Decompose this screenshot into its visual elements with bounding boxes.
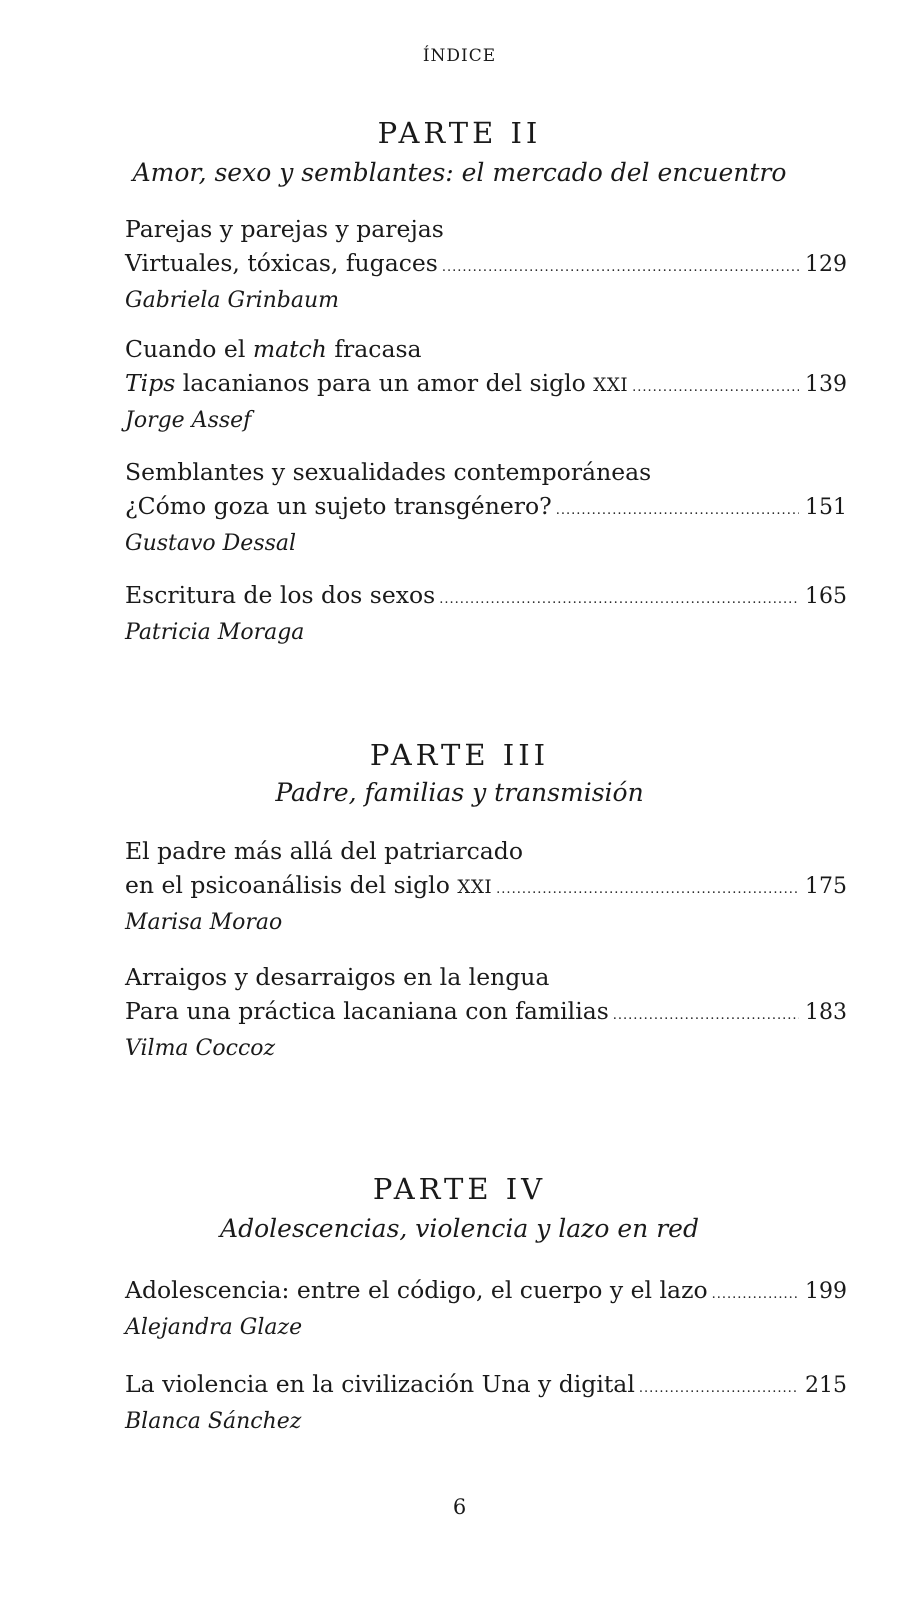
page-ref: 165 <box>805 584 847 609</box>
entry-title-line: La violencia en la civilización Una y digital ..... 215 <box>125 1367 847 1406</box>
toc-entry[interactable] <box>125 455 847 560</box>
dot-leader <box>712 1278 799 1312</box>
part-iv-subtitle: Adolescencias, violencia y lazo en red <box>220 1214 699 1243</box>
entry-title-line: El padre más allá del patriarcado <box>125 837 523 865</box>
running-head: ÍNDICE <box>422 46 497 66</box>
page-ref: 183 <box>805 1000 847 1025</box>
toc-entry[interactable] <box>125 1273 847 1344</box>
dot-leader <box>496 873 799 907</box>
dot-leader <box>639 1372 799 1406</box>
part-ii-title: PARTE II <box>377 116 542 150</box>
dot-leader <box>442 251 799 285</box>
entry-subtitle-line: Tips lacanianos para un amor del siglo XXI ..... 139 <box>125 366 847 405</box>
toc-entry[interactable] <box>125 212 847 317</box>
entry-author: Vilma Coccoz <box>125 1036 276 1061</box>
entry-title-line: Adolescencia: entre el código, el cuerpo y el lazo ..... 199 <box>125 1273 847 1312</box>
entry-subtitle-line: en el psicoanálisis del siglo XXI ..... 175 <box>125 868 847 907</box>
entry-author: Patricia Moraga <box>125 620 305 645</box>
part-iii-title: PARTE III <box>369 738 550 772</box>
entry-title-line: Arraigos y desarraigos en la lengua <box>125 963 550 991</box>
page-ref: 199 <box>805 1279 847 1304</box>
page-number: 6 <box>452 1495 467 1519</box>
toc-entry[interactable] <box>125 960 847 1065</box>
toc-entry[interactable] <box>125 834 847 939</box>
entry-subtitle-line: Virtuales, tóxicas, fugaces ..... 129 <box>125 246 847 285</box>
entry-author: Alejandra Glaze <box>125 1315 303 1340</box>
page-ref: 215 <box>805 1373 847 1398</box>
dot-leader <box>556 494 799 528</box>
page-ref: 151 <box>805 495 847 520</box>
dot-leader <box>613 999 799 1033</box>
entry-author: Jorge Assef <box>125 408 252 433</box>
entry-author: Marisa Morao <box>125 910 283 935</box>
entry-subtitle-line: Para una práctica lacaniana con familias ..... 183 <box>125 994 847 1033</box>
entry-title-line: Escritura de los dos sexos ..... 165 <box>125 578 847 617</box>
page-ref: 129 <box>805 252 847 277</box>
toc-entry[interactable] <box>125 332 847 437</box>
dot-leader <box>632 371 799 405</box>
entry-author: Gabriela Grinbaum <box>125 288 340 313</box>
entry-title-line: Cuando el match fracasa <box>125 335 422 363</box>
page-ref: 175 <box>805 874 847 899</box>
part-ii-subtitle: Amor, sexo y semblantes: el mercado del encuentro <box>132 158 787 187</box>
part-iv-title: PARTE IV <box>372 1172 547 1206</box>
toc-entry[interactable] <box>125 578 847 649</box>
toc-entry[interactable] <box>125 1367 847 1438</box>
entry-author: Gustavo Dessal <box>125 531 297 556</box>
page-ref: 139 <box>805 372 847 397</box>
entry-author: Blanca Sánchez <box>125 1409 302 1434</box>
dot-leader <box>439 583 799 617</box>
entry-subtitle-line: ¿Cómo goza un sujeto transgénero? ..... 151 <box>125 489 847 528</box>
part-iii-subtitle: Padre, familias y transmisión <box>275 778 644 807</box>
entry-title-line: Semblantes y sexualidades contemporáneas <box>125 458 652 486</box>
entry-title-line: Parejas y parejas y parejas <box>125 215 444 243</box>
